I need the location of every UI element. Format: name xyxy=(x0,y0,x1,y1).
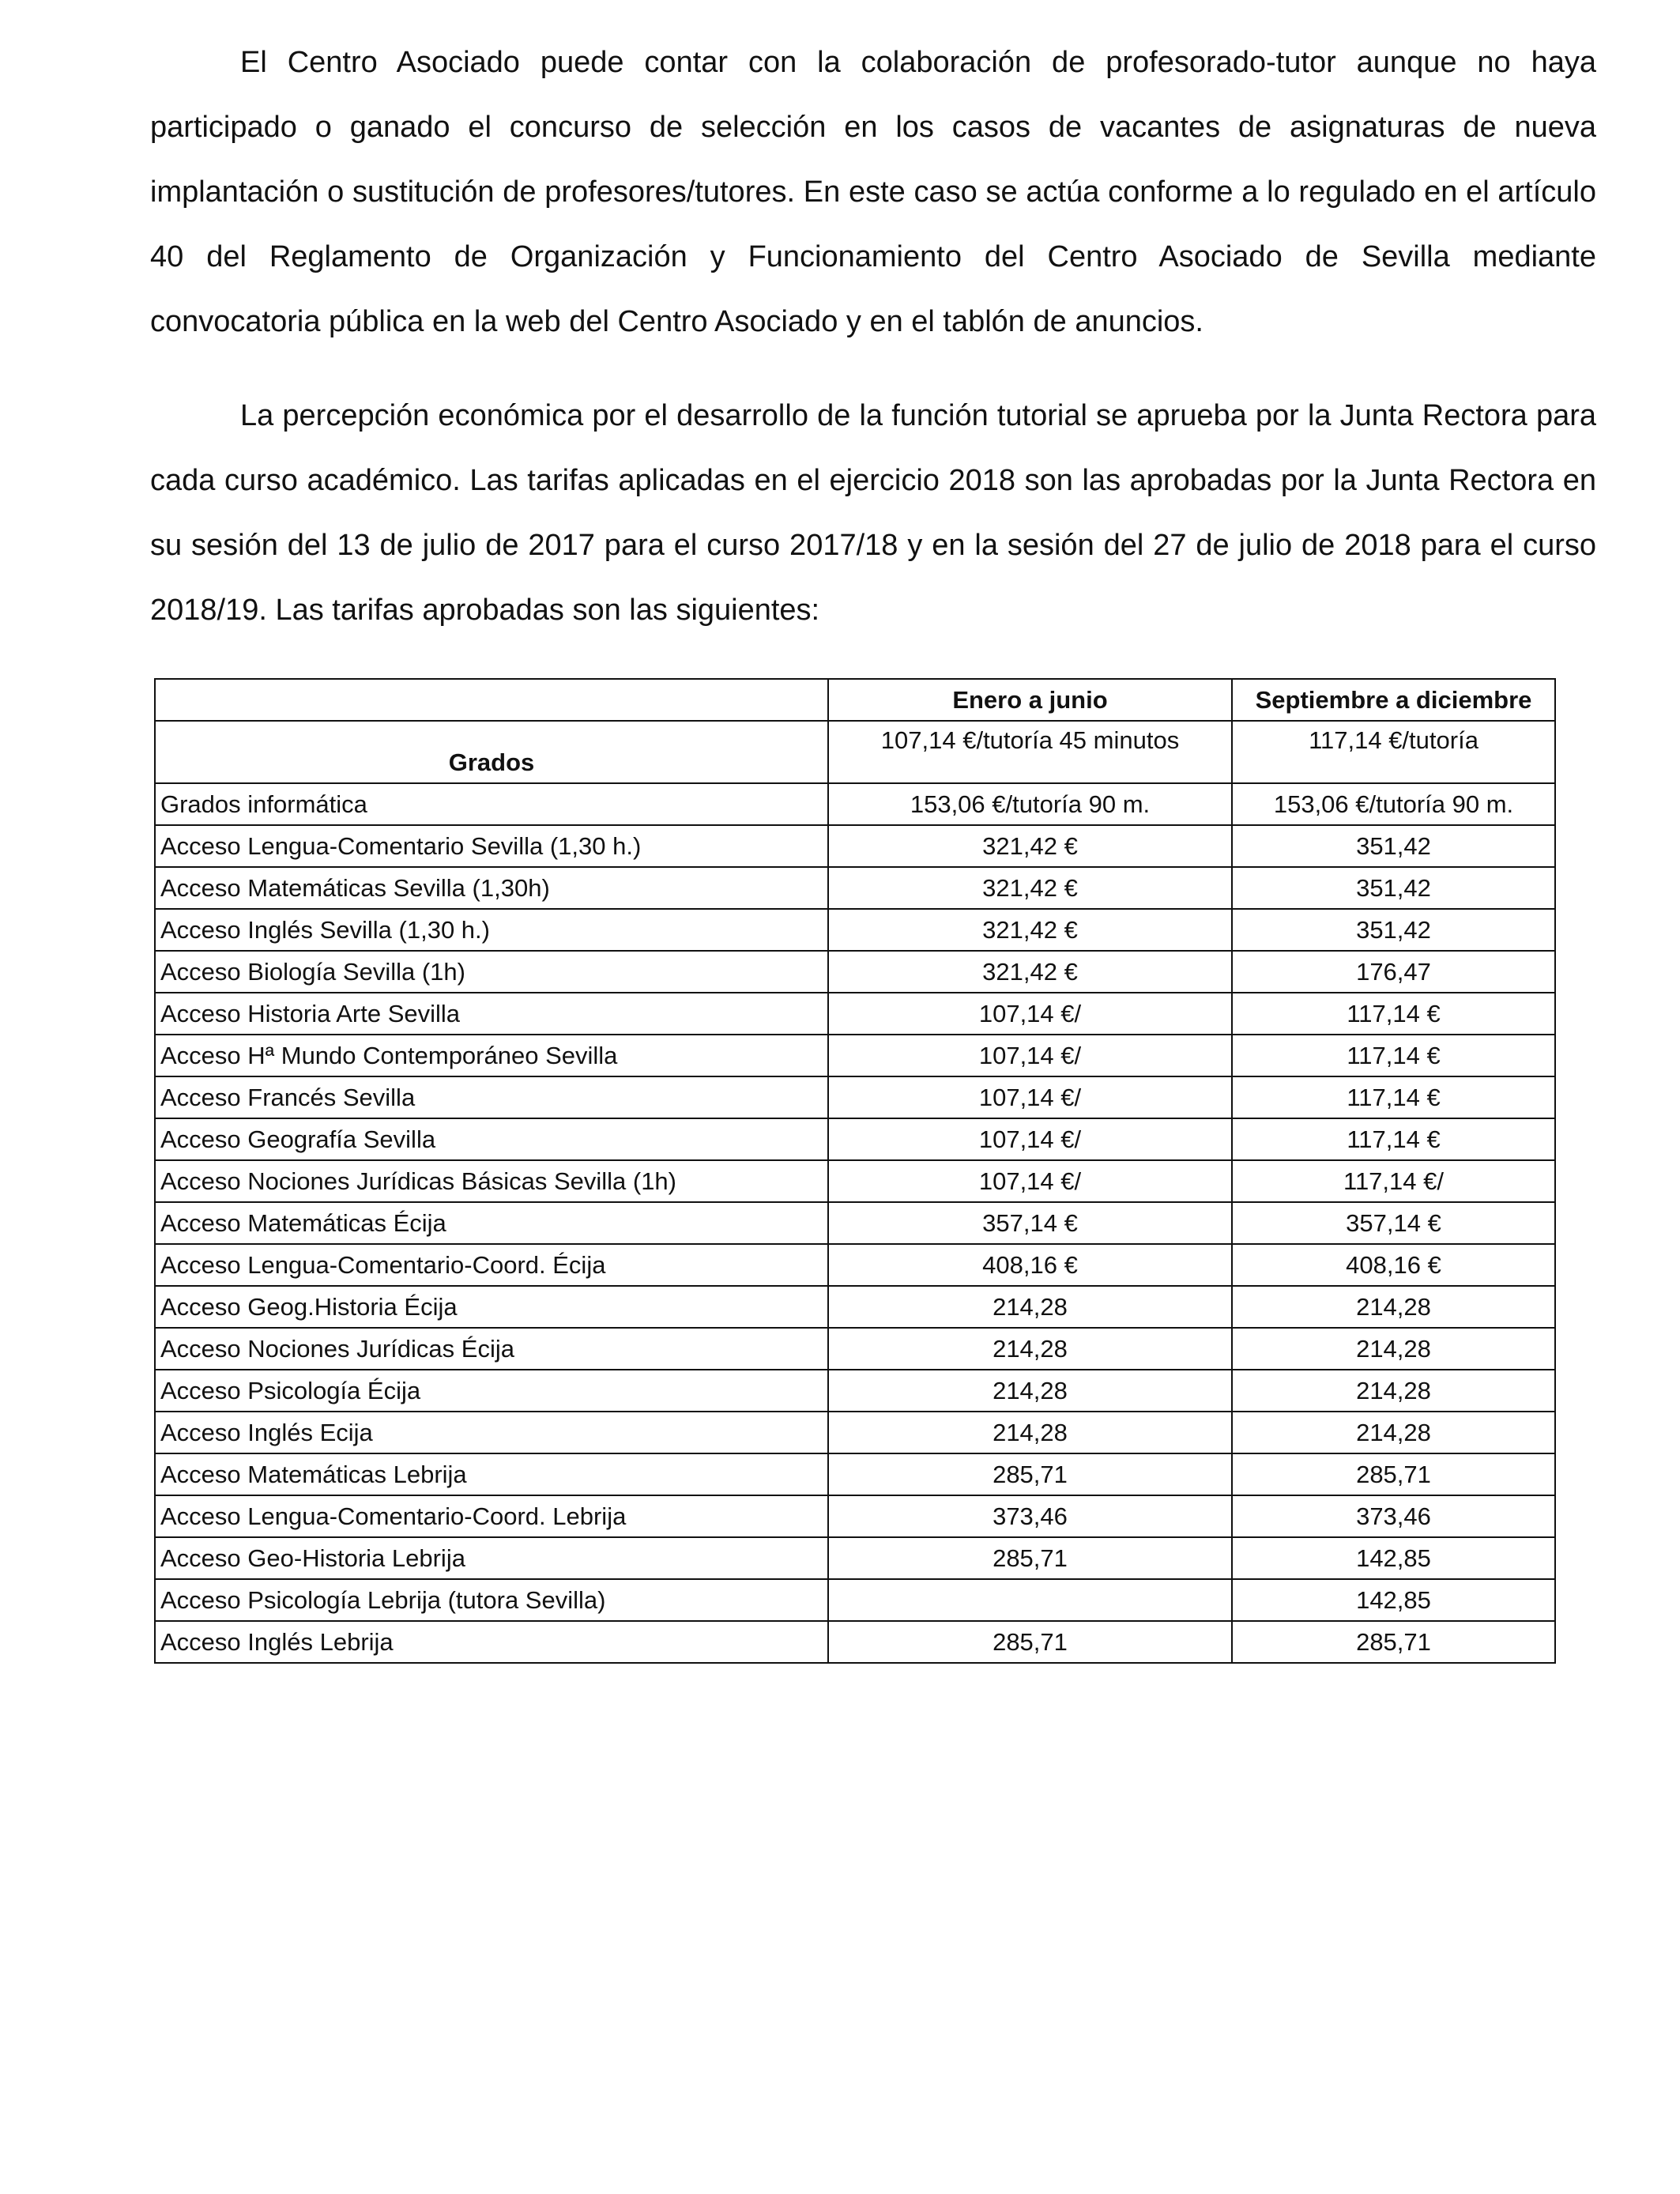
table-row xyxy=(155,783,1555,825)
row-label: Acceso Inglés Ecija xyxy=(155,1412,828,1453)
row-label: Grados informática xyxy=(155,783,828,825)
value-septiembre-diciembre: 117,14 € xyxy=(1232,1118,1555,1160)
value-enero-junio: 321,42 € xyxy=(828,867,1232,909)
table-row xyxy=(155,1160,1555,1202)
row-label: Acceso Nociones Jurídicas Écija xyxy=(155,1328,828,1370)
table-row xyxy=(155,1579,1555,1621)
value-septiembre-diciembre: 142,85 xyxy=(1232,1579,1555,1621)
value-enero-junio xyxy=(828,1579,1232,1621)
paragraph-2-text: La percepción económica por el desarrollo de la función tutorial se aprueba por la Junta Rectora para cada curso académico. Las tarifas aplicadas en el ejercicio 2018 son las aprobadas por la Junta Rectora en su sesión del 13 de julio de 2017 para el curso 2017/18 y en la sesión del 27 de julio de 2018 para el curso 2018/19. Las tarifas aprobadas son las siguientes: xyxy=(150,399,1596,627)
row-label: Acceso Lengua-Comentario Sevilla (1,30 h.) xyxy=(155,825,828,867)
table-row xyxy=(155,867,1555,909)
value-enero-junio: 107,14 €/ xyxy=(828,1076,1232,1118)
value-septiembre-diciembre: 285,71 xyxy=(1232,1621,1555,1663)
table-row xyxy=(155,1495,1555,1537)
value-septiembre-diciembre: 142,85 xyxy=(1232,1537,1555,1579)
value-enero-junio: 285,71 xyxy=(828,1453,1232,1495)
value-enero-junio: 285,71 xyxy=(828,1537,1232,1579)
value-enero-junio: 321,42 € xyxy=(828,951,1232,993)
paragraph-1-text: El Centro Asociado puede contar con la colaboración de profesorado-tutor aunque no haya participado o ganado el concurso de selección en los casos de vacantes de asignaturas de nueva implantación o sustitución de profesores/tutores. En este caso se actúa conforme a lo regulado en el artículo 40 del Reglamento de Organización y Funcionamiento del Centro Asociado de Sevilla mediante convocatoria pública en la web del Centro Asociado y en el tablón de anuncios. xyxy=(150,46,1596,338)
table-row xyxy=(155,909,1555,951)
table-row xyxy=(155,1118,1555,1160)
value-enero-junio: 214,28 xyxy=(828,1412,1232,1453)
grados-rate-septiembre-diciembre: 117,14 €/tutoría xyxy=(1232,721,1555,783)
value-septiembre-diciembre: 214,28 xyxy=(1232,1286,1555,1328)
row-label: Acceso Matemáticas Écija xyxy=(155,1202,828,1244)
value-septiembre-diciembre: 214,28 xyxy=(1232,1370,1555,1412)
grados-rate-enero-junio: 107,14 €/tutoría 45 minutos xyxy=(828,721,1232,783)
value-septiembre-diciembre: 117,14 € xyxy=(1232,1076,1555,1118)
table-row xyxy=(155,1370,1555,1412)
row-label: Acceso Lengua-Comentario-Coord. Lebrija xyxy=(155,1495,828,1537)
value-enero-junio: 373,46 xyxy=(828,1495,1232,1537)
row-label: Acceso Psicología Écija xyxy=(155,1370,828,1412)
value-septiembre-diciembre: 214,28 xyxy=(1232,1412,1555,1453)
row-label: Acceso Historia Arte Sevilla xyxy=(155,993,828,1035)
table-row xyxy=(155,1412,1555,1453)
value-enero-junio: 214,28 xyxy=(828,1370,1232,1412)
value-enero-junio: 321,42 € xyxy=(828,909,1232,951)
row-label: Acceso Psicología Lebrija (tutora Sevilla) xyxy=(155,1579,828,1621)
row-label: Acceso Francés Sevilla xyxy=(155,1076,828,1118)
value-septiembre-diciembre: 117,14 €/ xyxy=(1232,1160,1555,1202)
table-row xyxy=(155,1328,1555,1370)
value-enero-junio: 285,71 xyxy=(828,1621,1232,1663)
value-septiembre-diciembre: 351,42 xyxy=(1232,909,1555,951)
table-row xyxy=(155,1537,1555,1579)
value-enero-junio: 321,42 € xyxy=(828,825,1232,867)
table-row xyxy=(155,1244,1555,1286)
row-label: Acceso Geografía Sevilla xyxy=(155,1118,828,1160)
row-label: Acceso Hª Mundo Contemporáneo Sevilla xyxy=(155,1035,828,1076)
table-row xyxy=(155,825,1555,867)
value-enero-junio: 107,14 €/ xyxy=(828,1118,1232,1160)
value-enero-junio: 107,14 €/ xyxy=(828,1035,1232,1076)
value-enero-junio: 107,14 €/ xyxy=(828,993,1232,1035)
row-label: Acceso Geo-Historia Lebrija xyxy=(155,1537,828,1579)
table-header-empty-cell xyxy=(155,679,828,721)
row-label: Acceso Geog.Historia Écija xyxy=(155,1286,828,1328)
table-header-row xyxy=(155,679,1555,721)
row-label: Acceso Matemáticas Lebrija xyxy=(155,1453,828,1495)
value-septiembre-diciembre: 408,16 € xyxy=(1232,1244,1555,1286)
value-septiembre-diciembre: 351,42 xyxy=(1232,825,1555,867)
table-row xyxy=(155,1035,1555,1076)
row-label: Acceso Matemáticas Sevilla (1,30h) xyxy=(155,867,828,909)
value-enero-junio: 107,14 €/ xyxy=(828,1160,1232,1202)
table-row-grados xyxy=(155,721,1555,783)
row-label: Acceso Inglés Lebrija xyxy=(155,1621,828,1663)
tariff-table xyxy=(154,678,1556,1664)
table-row xyxy=(155,1621,1555,1663)
value-enero-junio: 153,06 €/tutoría 90 m. xyxy=(828,783,1232,825)
value-septiembre-diciembre: 153,06 €/tutoría 90 m. xyxy=(1232,783,1555,825)
table-row xyxy=(155,1453,1555,1495)
value-septiembre-diciembre: 373,46 xyxy=(1232,1495,1555,1537)
paragraph-1 xyxy=(150,30,1596,354)
value-septiembre-diciembre: 357,14 € xyxy=(1232,1202,1555,1244)
value-septiembre-diciembre: 214,28 xyxy=(1232,1328,1555,1370)
table-row xyxy=(155,1286,1555,1328)
row-label: Acceso Lengua-Comentario-Coord. Écija xyxy=(155,1244,828,1286)
value-enero-junio: 357,14 € xyxy=(828,1202,1232,1244)
table-row xyxy=(155,951,1555,993)
row-label-grados: Grados xyxy=(155,721,828,783)
row-label: Acceso Biología Sevilla (1h) xyxy=(155,951,828,993)
value-septiembre-diciembre: 117,14 € xyxy=(1232,993,1555,1035)
value-septiembre-diciembre: 351,42 xyxy=(1232,867,1555,909)
row-label: Acceso Nociones Jurídicas Básicas Sevilla (1h) xyxy=(155,1160,828,1202)
value-septiembre-diciembre: 176,47 xyxy=(1232,951,1555,993)
value-enero-junio: 408,16 € xyxy=(828,1244,1232,1286)
value-enero-junio: 214,28 xyxy=(828,1286,1232,1328)
table-row xyxy=(155,1076,1555,1118)
header-enero-junio: Enero a junio xyxy=(828,679,1232,721)
table-row xyxy=(155,993,1555,1035)
table-row xyxy=(155,1202,1555,1244)
value-septiembre-diciembre: 117,14 € xyxy=(1232,1035,1555,1076)
row-label: Acceso Inglés Sevilla (1,30 h.) xyxy=(155,909,828,951)
header-septiembre-diciembre: Septiembre a diciembre xyxy=(1232,679,1555,721)
value-enero-junio: 214,28 xyxy=(828,1328,1232,1370)
value-septiembre-diciembre: 285,71 xyxy=(1232,1453,1555,1495)
paragraph-2 xyxy=(150,383,1596,643)
